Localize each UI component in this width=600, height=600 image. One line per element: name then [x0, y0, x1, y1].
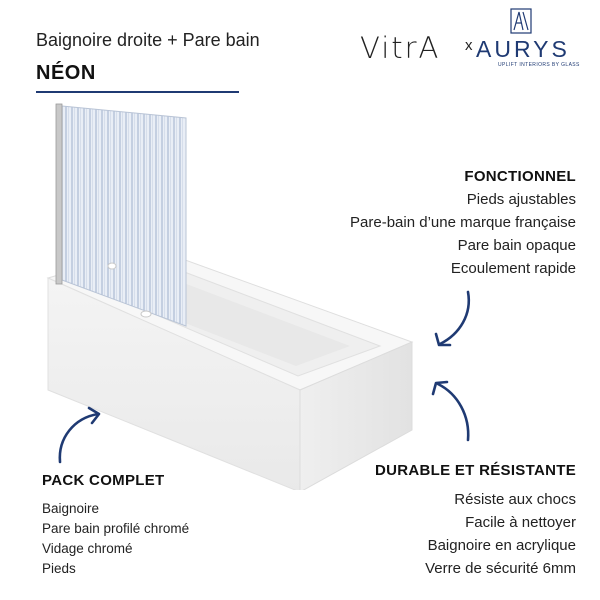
aurys-mark-icon — [510, 8, 532, 34]
pack-item: Pieds — [42, 561, 76, 576]
pack-heading: PACK COMPLET — [42, 472, 165, 489]
fonctionnel-heading: FONCTIONNEL — [464, 168, 576, 185]
durable-item: Résiste aux chocs — [454, 491, 576, 508]
durable-item: Verre de sécurité 6mm — [425, 560, 576, 577]
pack-item: Vidage chromé — [42, 541, 133, 556]
fonctionnel-item: Pare-bain d’une marque française — [350, 214, 576, 231]
curved-arrow-icon — [432, 288, 476, 352]
durable-item: Baignoire en acrylique — [427, 537, 576, 554]
product-title: NÉON — [36, 62, 96, 84]
pack-item: Pare bain profilé chromé — [42, 521, 190, 536]
logo-separator: x — [465, 37, 473, 54]
aurys-logo: AURYS — [476, 36, 570, 62]
pack-item: Baignoire — [42, 501, 100, 516]
curved-arrow-icon — [428, 376, 478, 446]
fonctionnel-section — [350, 168, 576, 277]
durable-section — [375, 462, 576, 577]
durable-heading: DURABLE ET RÉSISTANTE — [374, 462, 576, 479]
aurys-tagline: UPLIFT INTERIORS BY GLASS — [498, 62, 580, 68]
product-subtitle: Baignoire droite + Pare bain — [36, 30, 260, 50]
pack-section — [42, 472, 189, 576]
vitra-logo: VitrA — [360, 31, 441, 65]
curved-arrow-icon — [52, 404, 106, 468]
fonctionnel-item: Ecoulement rapide — [450, 260, 576, 277]
title-underline — [36, 91, 239, 93]
fonctionnel-item: Pare bain opaque — [457, 237, 576, 254]
durable-item: Facile à nettoyer — [465, 514, 576, 531]
fonctionnel-item: Pieds ajustables — [466, 191, 576, 208]
